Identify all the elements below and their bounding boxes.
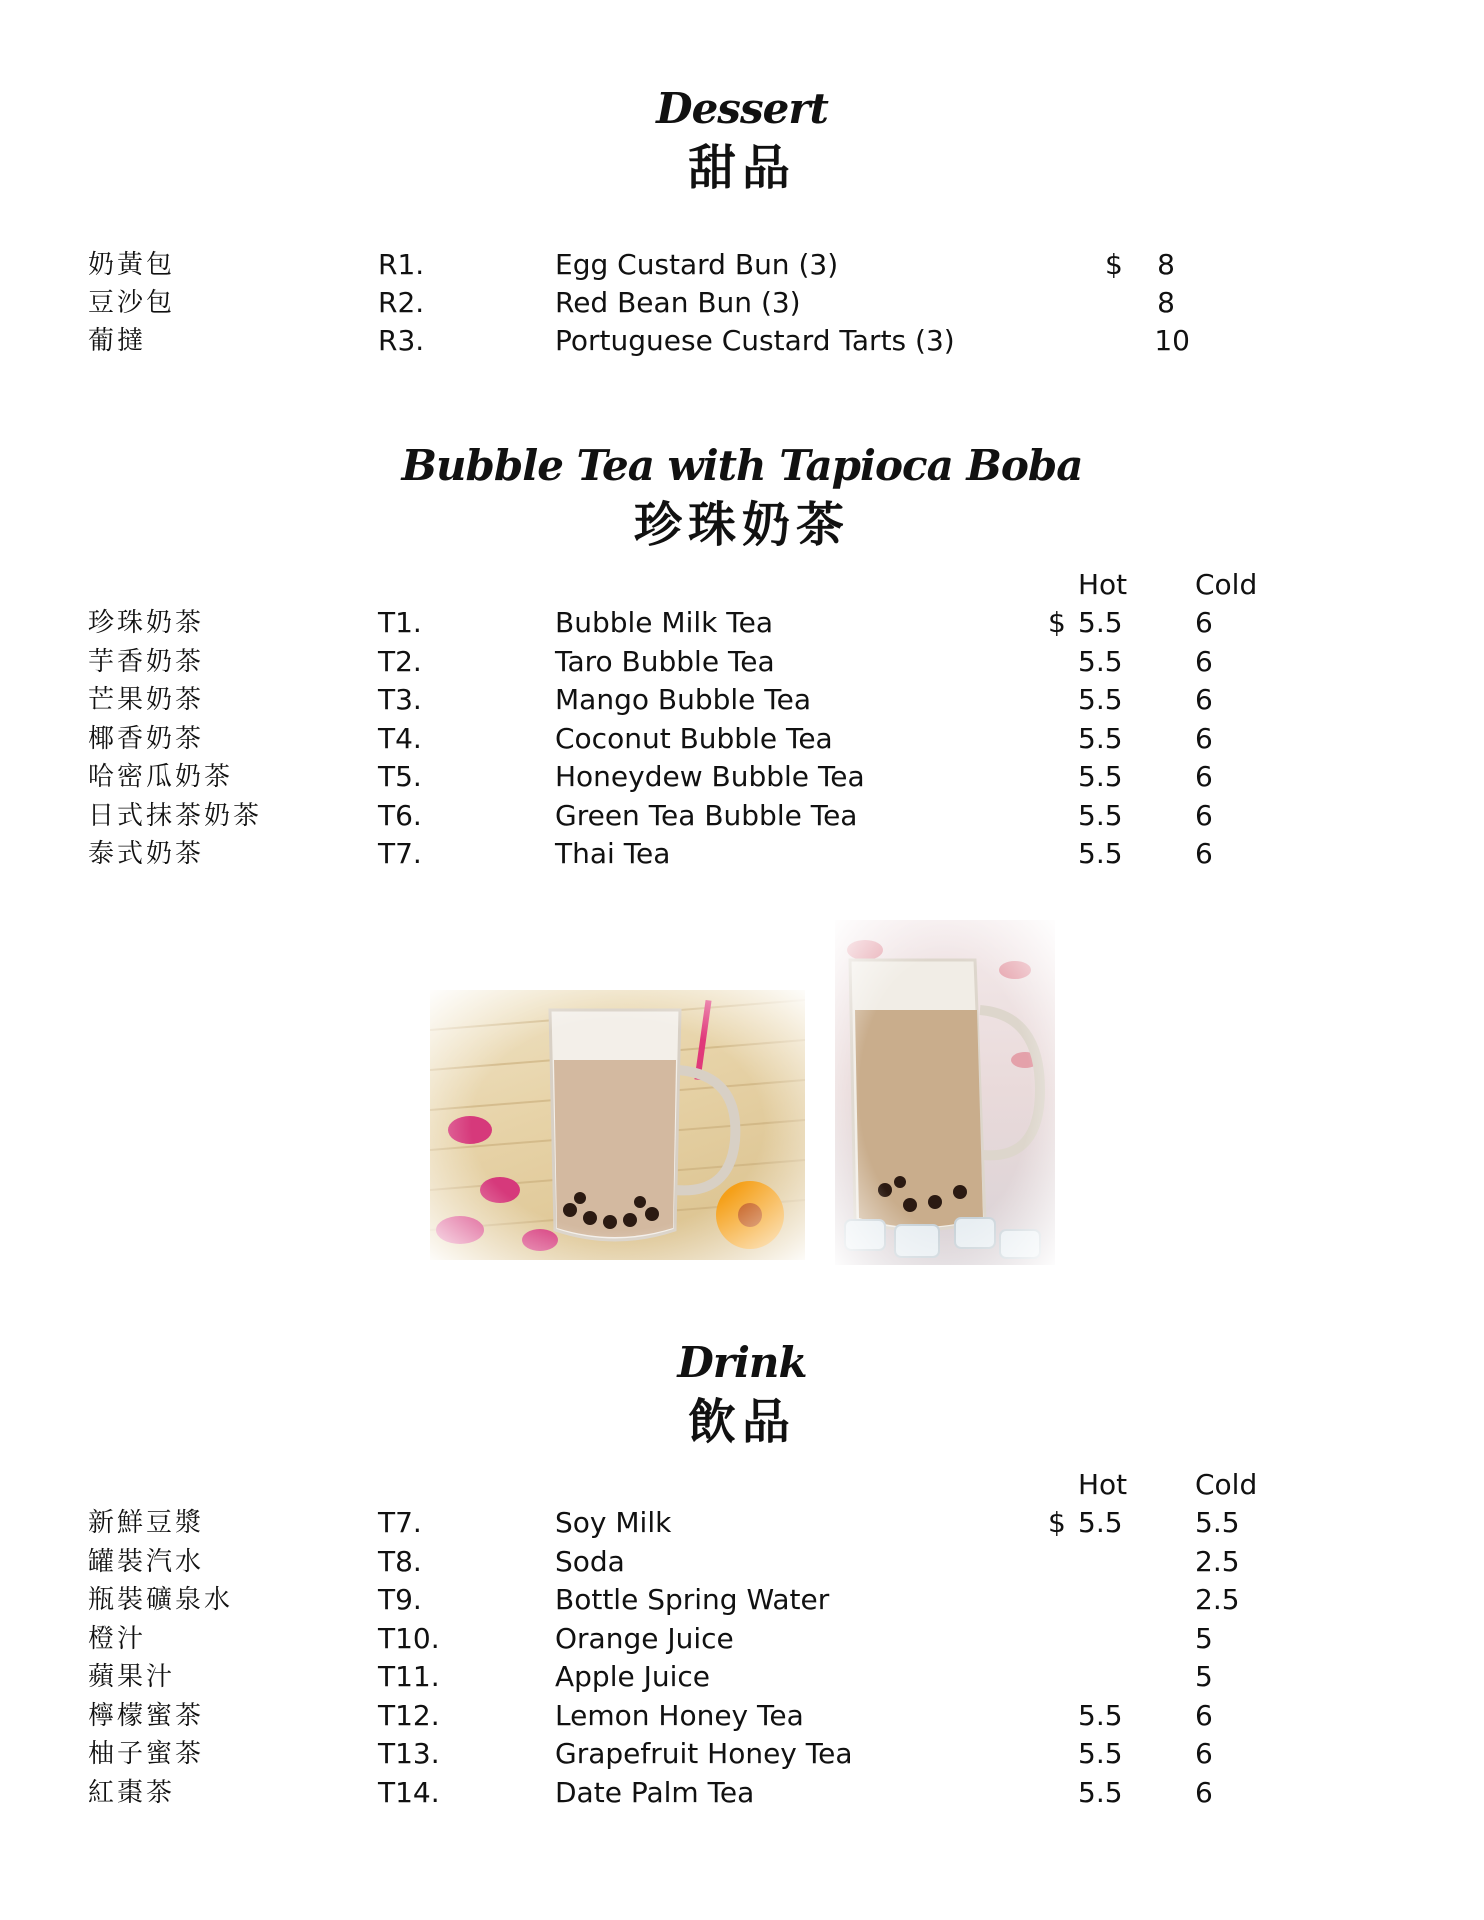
- drink-heading: [0, 1338, 1484, 1450]
- item-chinese-name: 橙汁: [88, 1623, 147, 1654]
- menu-row: [0, 720, 1484, 758]
- drink-title-zh: 飲品: [687, 1394, 796, 1450]
- menu-row: [0, 1543, 1484, 1581]
- bubble-tea-heading: [0, 441, 1484, 553]
- menu-row: [0, 758, 1484, 796]
- cold-price: 6: [1195, 837, 1213, 870]
- item-chinese-name: 奶黃包: [88, 250, 176, 280]
- item-name: Egg Custard Bun (3): [555, 248, 839, 281]
- item-code: T11.: [378, 1660, 440, 1693]
- menu-row: [0, 1735, 1484, 1773]
- bubble-tea-photo-right: [835, 920, 1055, 1265]
- item-code: R3.: [378, 324, 425, 357]
- item-chinese-name: 芒果奶茶: [88, 685, 205, 715]
- item-name: Red Bean Bun (3): [555, 286, 801, 319]
- item-chinese-name: 瓶裝礦泉水: [88, 1585, 234, 1615]
- cold-price: 6: [1195, 683, 1213, 716]
- hot-price: 5.5: [1078, 837, 1123, 870]
- hot-price: 5.5: [1078, 1737, 1123, 1770]
- hot-price: 5.5: [1078, 1775, 1123, 1809]
- item-code: T4.: [378, 721, 422, 755]
- menu-row: [0, 284, 1484, 322]
- item-name: Mango Bubble Tea: [555, 683, 812, 716]
- menu-row: [0, 604, 1484, 642]
- item-code: T12.: [378, 1698, 440, 1732]
- hot-price: 5.5: [1078, 606, 1123, 639]
- item-chinese-name: 泰式奶茶: [88, 839, 205, 869]
- dessert-title-zh: 甜品: [687, 140, 796, 196]
- bubble-tea-photos: [430, 920, 1055, 1270]
- item-code: T13.: [378, 1737, 440, 1770]
- item-chinese-name: 哈密瓜奶茶: [88, 762, 234, 792]
- menu-row: [0, 1620, 1484, 1658]
- hot-price: 5.5: [1078, 1698, 1123, 1732]
- cold-price: 6: [1195, 1775, 1213, 1809]
- item-price: 10: [1154, 324, 1190, 357]
- item-code: T6.: [378, 798, 422, 832]
- cold-price: 6: [1195, 1737, 1213, 1770]
- cold-price: 2.5: [1195, 1544, 1240, 1578]
- bubble-tea-title-en: Bubble Tea with Tapioca Boba: [401, 441, 1083, 490]
- menu-row: [0, 835, 1484, 873]
- item-chinese-name: 葡撻: [88, 326, 147, 356]
- item-code: T1.: [378, 606, 422, 639]
- menu-row: [0, 1697, 1484, 1735]
- cold-column-header: Cold: [1195, 568, 1258, 601]
- cold-price: 6: [1195, 721, 1213, 755]
- item-name: Orange Juice: [555, 1621, 734, 1655]
- bubble-tea-photo-left: [430, 990, 805, 1260]
- cold-price: 5.5: [1195, 1506, 1240, 1539]
- item-chinese-name: 日式抹茶奶茶: [88, 800, 263, 831]
- bubble-tea-title-zh: 珍珠奶茶: [633, 497, 850, 553]
- item-chinese-name: 新鮮豆漿: [88, 1508, 205, 1538]
- item-name: Apple Juice: [555, 1660, 711, 1693]
- cold-price: 6: [1195, 1698, 1213, 1732]
- hot-price: 5.5: [1078, 683, 1123, 716]
- item-price: 8: [1157, 286, 1175, 319]
- item-code: T7.: [378, 1506, 422, 1539]
- item-name: Portuguese Custard Tarts (3): [555, 324, 955, 357]
- hot-column-header: Hot: [1078, 1468, 1128, 1501]
- item-code: T5.: [378, 760, 422, 793]
- menu-row: [0, 246, 1484, 284]
- hot-price: 5.5: [1078, 721, 1123, 755]
- currency-symbol: $: [1105, 248, 1123, 281]
- hot-price: 5.5: [1078, 1506, 1123, 1539]
- item-code: T2.: [378, 644, 422, 678]
- item-name: Honeydew Bubble Tea: [555, 760, 865, 793]
- item-chinese-name: 罐裝汽水: [88, 1546, 205, 1577]
- hot-price: 5.5: [1078, 798, 1123, 832]
- item-name: Green Tea Bubble Tea: [555, 798, 858, 832]
- hot-price: 5.5: [1078, 760, 1123, 793]
- item-chinese-name: 芋香奶茶: [88, 646, 205, 677]
- hot-price: 5.5: [1078, 644, 1123, 678]
- dessert-heading: [0, 84, 1484, 196]
- item-price: 8: [1157, 248, 1175, 281]
- cold-column-header: Cold: [1195, 1468, 1258, 1501]
- item-code: R2.: [378, 286, 425, 319]
- item-name: Soda: [555, 1544, 625, 1578]
- item-name: Bubble Milk Tea: [555, 606, 773, 639]
- currency-symbol: $: [1048, 1506, 1066, 1539]
- item-code: T14.: [378, 1775, 440, 1809]
- item-name: Bottle Spring Water: [555, 1583, 830, 1616]
- item-code: T10.: [378, 1621, 440, 1655]
- cold-price: 5: [1195, 1660, 1213, 1693]
- cold-price: 6: [1195, 760, 1213, 793]
- cold-price: 5: [1195, 1621, 1213, 1655]
- item-chinese-name: 珍珠奶茶: [88, 608, 205, 638]
- cold-price: 6: [1195, 606, 1213, 639]
- currency-symbol: $: [1048, 606, 1066, 639]
- item-chinese-name: 檸檬蜜茶: [88, 1700, 205, 1731]
- item-name: Soy Milk: [555, 1506, 672, 1539]
- item-code: T9.: [378, 1583, 422, 1616]
- item-name: Taro Bubble Tea: [555, 644, 775, 678]
- item-code: T8.: [378, 1544, 422, 1578]
- menu-row: [0, 681, 1484, 719]
- item-name: Lemon Honey Tea: [555, 1698, 804, 1732]
- menu-row: [0, 1504, 1484, 1542]
- menu-row: [0, 322, 1484, 360]
- menu-row: [0, 797, 1484, 835]
- item-code: T7.: [378, 837, 422, 870]
- cold-price: 6: [1195, 798, 1213, 832]
- menu-row: [0, 1658, 1484, 1696]
- cold-price: 2.5: [1195, 1583, 1240, 1616]
- dessert-title-en: Dessert: [656, 84, 828, 133]
- drink-title-en: Drink: [677, 1338, 807, 1387]
- item-code: R1.: [378, 248, 425, 281]
- item-chinese-name: 蘋果汁: [88, 1662, 176, 1692]
- item-name: Grapefruit Honey Tea: [555, 1737, 853, 1770]
- item-code: T3.: [378, 683, 422, 716]
- menu-row: [0, 1581, 1484, 1619]
- menu-row: [0, 1774, 1484, 1812]
- cold-price: 6: [1195, 644, 1213, 678]
- item-name: Coconut Bubble Tea: [555, 721, 833, 755]
- item-chinese-name: 柚子蜜茶: [88, 1739, 205, 1769]
- item-chinese-name: 豆沙包: [88, 288, 176, 318]
- item-chinese-name: 椰香奶茶: [88, 723, 205, 754]
- item-name: Thai Tea: [555, 837, 671, 870]
- item-chinese-name: 紅棗茶: [88, 1777, 176, 1808]
- item-name: Date Palm Tea: [555, 1775, 755, 1809]
- menu-row: [0, 643, 1484, 681]
- hot-column-header: Hot: [1078, 568, 1128, 601]
